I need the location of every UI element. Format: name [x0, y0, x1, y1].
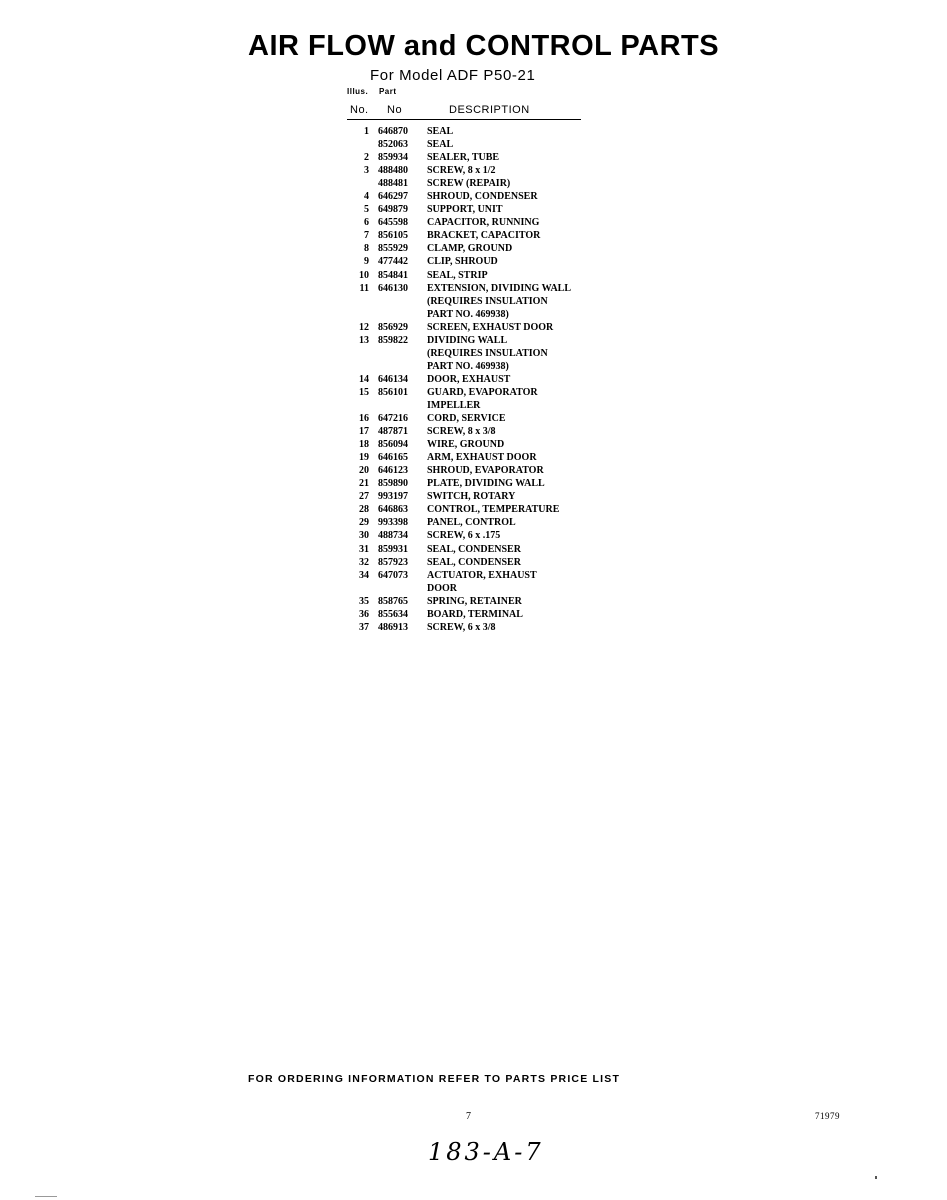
table-row: [347, 451, 607, 464]
table-row: [347, 242, 607, 255]
part-description: SEAL, CONDENSER: [427, 543, 521, 555]
part-description: SCREW (REPAIR): [427, 178, 511, 190]
header-part-no: No: [387, 104, 403, 116]
page-title: AIR FLOW and CONTROL PARTS: [248, 30, 720, 62]
part-no: 856929: [378, 321, 408, 333]
illus-no: 18: [359, 439, 369, 451]
table-row: [347, 621, 607, 634]
table-row: [347, 373, 607, 386]
illus-no: 30: [359, 530, 369, 542]
illus-no: 3: [364, 165, 369, 177]
illus-no: 9: [364, 256, 369, 268]
illus-no: 14: [359, 373, 369, 385]
illus-no: 37: [359, 621, 369, 633]
part-description: CORD, SERVICE: [427, 413, 506, 425]
table-row: [347, 464, 607, 477]
illus-no: 29: [359, 517, 369, 529]
part-no: 852063: [378, 139, 408, 151]
illus-no: 31: [359, 543, 369, 555]
part-description: SCREW, 8 x 3/8: [427, 426, 496, 438]
illus-no: 1: [364, 126, 369, 137]
table-row: [347, 582, 607, 595]
part-description: CLAMP, GROUND: [427, 243, 513, 255]
parts-table: [347, 125, 607, 634]
table-row: [347, 569, 607, 582]
table-row: [347, 595, 607, 608]
part-description: SCREEN, EXHAUST DOOR: [427, 321, 554, 333]
part-description: SEAL, CONDENSER: [427, 556, 521, 568]
part-description: SHROUD, CONDENSER: [427, 191, 538, 203]
illus-no: 5: [364, 204, 369, 216]
table-row: [347, 308, 607, 321]
part-description: SEAL: [427, 139, 454, 151]
table-header-top: [347, 87, 405, 96]
table-row: [347, 138, 607, 151]
part-description: SCREW, 8 x 1/2: [427, 165, 496, 177]
part-no: 486913: [378, 621, 408, 633]
part-description: CLIP, SHROUD: [427, 256, 498, 268]
part-no: 645598: [378, 217, 408, 229]
part-description: DIVIDING WALL: [427, 334, 508, 346]
part-no: 488481: [378, 178, 408, 190]
table-row: [347, 399, 607, 412]
part-description: BOARD, TERMINAL: [427, 608, 523, 620]
doc-code: 71979: [815, 1111, 840, 1121]
table-row: [347, 255, 607, 268]
illus-no: 6: [364, 217, 369, 229]
part-description: PART NO. 469938): [427, 308, 509, 320]
part-no: 646165: [378, 452, 408, 464]
part-description: SEALER, TUBE: [427, 152, 500, 164]
header-description: DESCRIPTION: [449, 104, 530, 116]
table-row: [347, 216, 607, 229]
table-row: [347, 503, 607, 516]
illus-no: 11: [359, 282, 369, 294]
part-description: ACTUATOR, EXHAUST: [427, 569, 537, 581]
part-no: 855929: [378, 243, 408, 255]
part-description: EXTENSION, DIVIDING WALL: [427, 282, 572, 294]
part-description: PART NO. 469938): [427, 360, 509, 372]
scan-speck: [875, 1176, 877, 1179]
part-description: DOOR: [427, 582, 457, 594]
part-no: 858765: [378, 595, 408, 607]
part-description: SWITCH, ROTARY: [427, 491, 516, 503]
part-description: WIRE, GROUND: [427, 439, 505, 451]
part-no: 646123: [378, 465, 408, 477]
part-description: SEAL, STRIP: [427, 269, 488, 281]
table-row: [347, 360, 607, 373]
part-no: 859822: [378, 334, 408, 346]
table-row: [347, 347, 607, 360]
illus-no: 15: [359, 386, 369, 398]
table-row: [347, 229, 607, 242]
table-row: [347, 490, 607, 503]
part-no: 646134: [378, 373, 408, 385]
part-no: 646130: [378, 282, 408, 294]
table-row: [347, 151, 607, 164]
table-row: [347, 438, 607, 451]
part-no: 859934: [378, 152, 408, 164]
table-row: [347, 125, 607, 138]
ordering-footer: FOR ORDERING INFORMATION REFER TO PARTS PRICE LIST: [248, 1073, 621, 1085]
part-description: SCREW, 6 x 3/8: [427, 621, 496, 633]
table-row: [347, 190, 607, 203]
part-no: 857923: [378, 556, 408, 568]
part-no: 488734: [378, 530, 408, 542]
part-no: 487871: [378, 426, 408, 438]
table-row: [347, 477, 607, 490]
part-description: PANEL, CONTROL: [427, 517, 516, 529]
illus-no: 17: [359, 426, 369, 438]
part-no: 856101: [378, 386, 408, 398]
table-row: [347, 516, 607, 529]
illus-no: 12: [359, 321, 369, 333]
table-row: [347, 529, 607, 542]
part-no: 647073: [378, 569, 408, 581]
part-description: GUARD, EVAPORATOR: [427, 386, 538, 398]
table-row: [347, 412, 607, 425]
part-no: 859931: [378, 543, 408, 555]
illus-no: 28: [359, 504, 369, 516]
part-description: SEAL: [427, 126, 454, 137]
handwritten-note: 183-A-7: [428, 1138, 544, 1166]
header-illus: Illus.: [347, 87, 369, 96]
illus-no: 13: [359, 334, 369, 346]
table-row: [347, 608, 607, 621]
page-number: 7: [466, 1111, 471, 1122]
part-description: SPRING, RETAINER: [427, 595, 522, 607]
model-subtitle: For Model ADF P50-21: [370, 67, 536, 84]
part-description: CONTROL, TEMPERATURE: [427, 504, 560, 516]
part-description: (REQUIRES INSULATION: [427, 347, 548, 359]
part-description: CAPACITOR, RUNNING: [427, 217, 540, 229]
part-description: PLATE, DIVIDING WALL: [427, 478, 545, 490]
part-no: 993398: [378, 517, 408, 529]
part-description: ARM, EXHAUST DOOR: [427, 452, 537, 464]
part-description: (REQUIRES INSULATION: [427, 295, 548, 307]
illus-no: 34: [359, 569, 369, 581]
illus-no: 16: [359, 413, 369, 425]
table-row: [347, 282, 607, 295]
illus-no: 4: [364, 191, 369, 203]
illus-no: 27: [359, 491, 369, 503]
part-description: SHROUD, EVAPORATOR: [427, 465, 544, 477]
table-row: [347, 295, 607, 308]
part-no: 854841: [378, 269, 408, 281]
table-row: [347, 203, 607, 216]
illus-no: 21: [359, 478, 369, 490]
table-row: [347, 177, 607, 190]
table-row: [347, 269, 607, 282]
part-description: DOOR, EXHAUST: [427, 373, 511, 385]
part-no: 993197: [378, 491, 408, 503]
part-no: 855634: [378, 608, 408, 620]
part-no: 477442: [378, 256, 408, 268]
header-no: No.: [350, 104, 369, 116]
table-row: [347, 164, 607, 177]
table-row: [347, 556, 607, 569]
table-row: [347, 425, 607, 438]
table-row: [347, 386, 607, 399]
part-no: 856094: [378, 439, 408, 451]
part-no: 649879: [378, 204, 408, 216]
part-no: 646297: [378, 191, 408, 203]
part-no: 488480: [378, 165, 408, 177]
part-description: SCREW, 6 x .175: [427, 530, 501, 542]
part-no: 856105: [378, 230, 408, 242]
illus-no: 10: [359, 269, 369, 281]
illus-no: 8: [364, 243, 369, 255]
illus-no: 32: [359, 556, 369, 568]
table-header: [347, 104, 581, 120]
table-row: [347, 543, 607, 556]
part-description: IMPELLER: [427, 399, 481, 411]
part-description: SUPPORT, UNIT: [427, 204, 503, 216]
part-no: 647216: [378, 413, 408, 425]
scan-speck: [35, 1196, 57, 1197]
table-row: [347, 334, 607, 347]
illus-no: 20: [359, 465, 369, 477]
header-part: Part: [378, 87, 397, 96]
illus-no: 7: [364, 230, 369, 242]
illus-no: 2: [364, 152, 369, 164]
table-row: [347, 321, 607, 334]
illus-no: 36: [359, 608, 369, 620]
part-no: 646863: [378, 504, 408, 516]
illus-no: 19: [359, 452, 369, 464]
part-no: 646870: [378, 126, 408, 137]
part-no: 859890: [378, 478, 408, 490]
part-description: BRACKET, CAPACITOR: [427, 230, 541, 242]
illus-no: 35: [359, 595, 369, 607]
